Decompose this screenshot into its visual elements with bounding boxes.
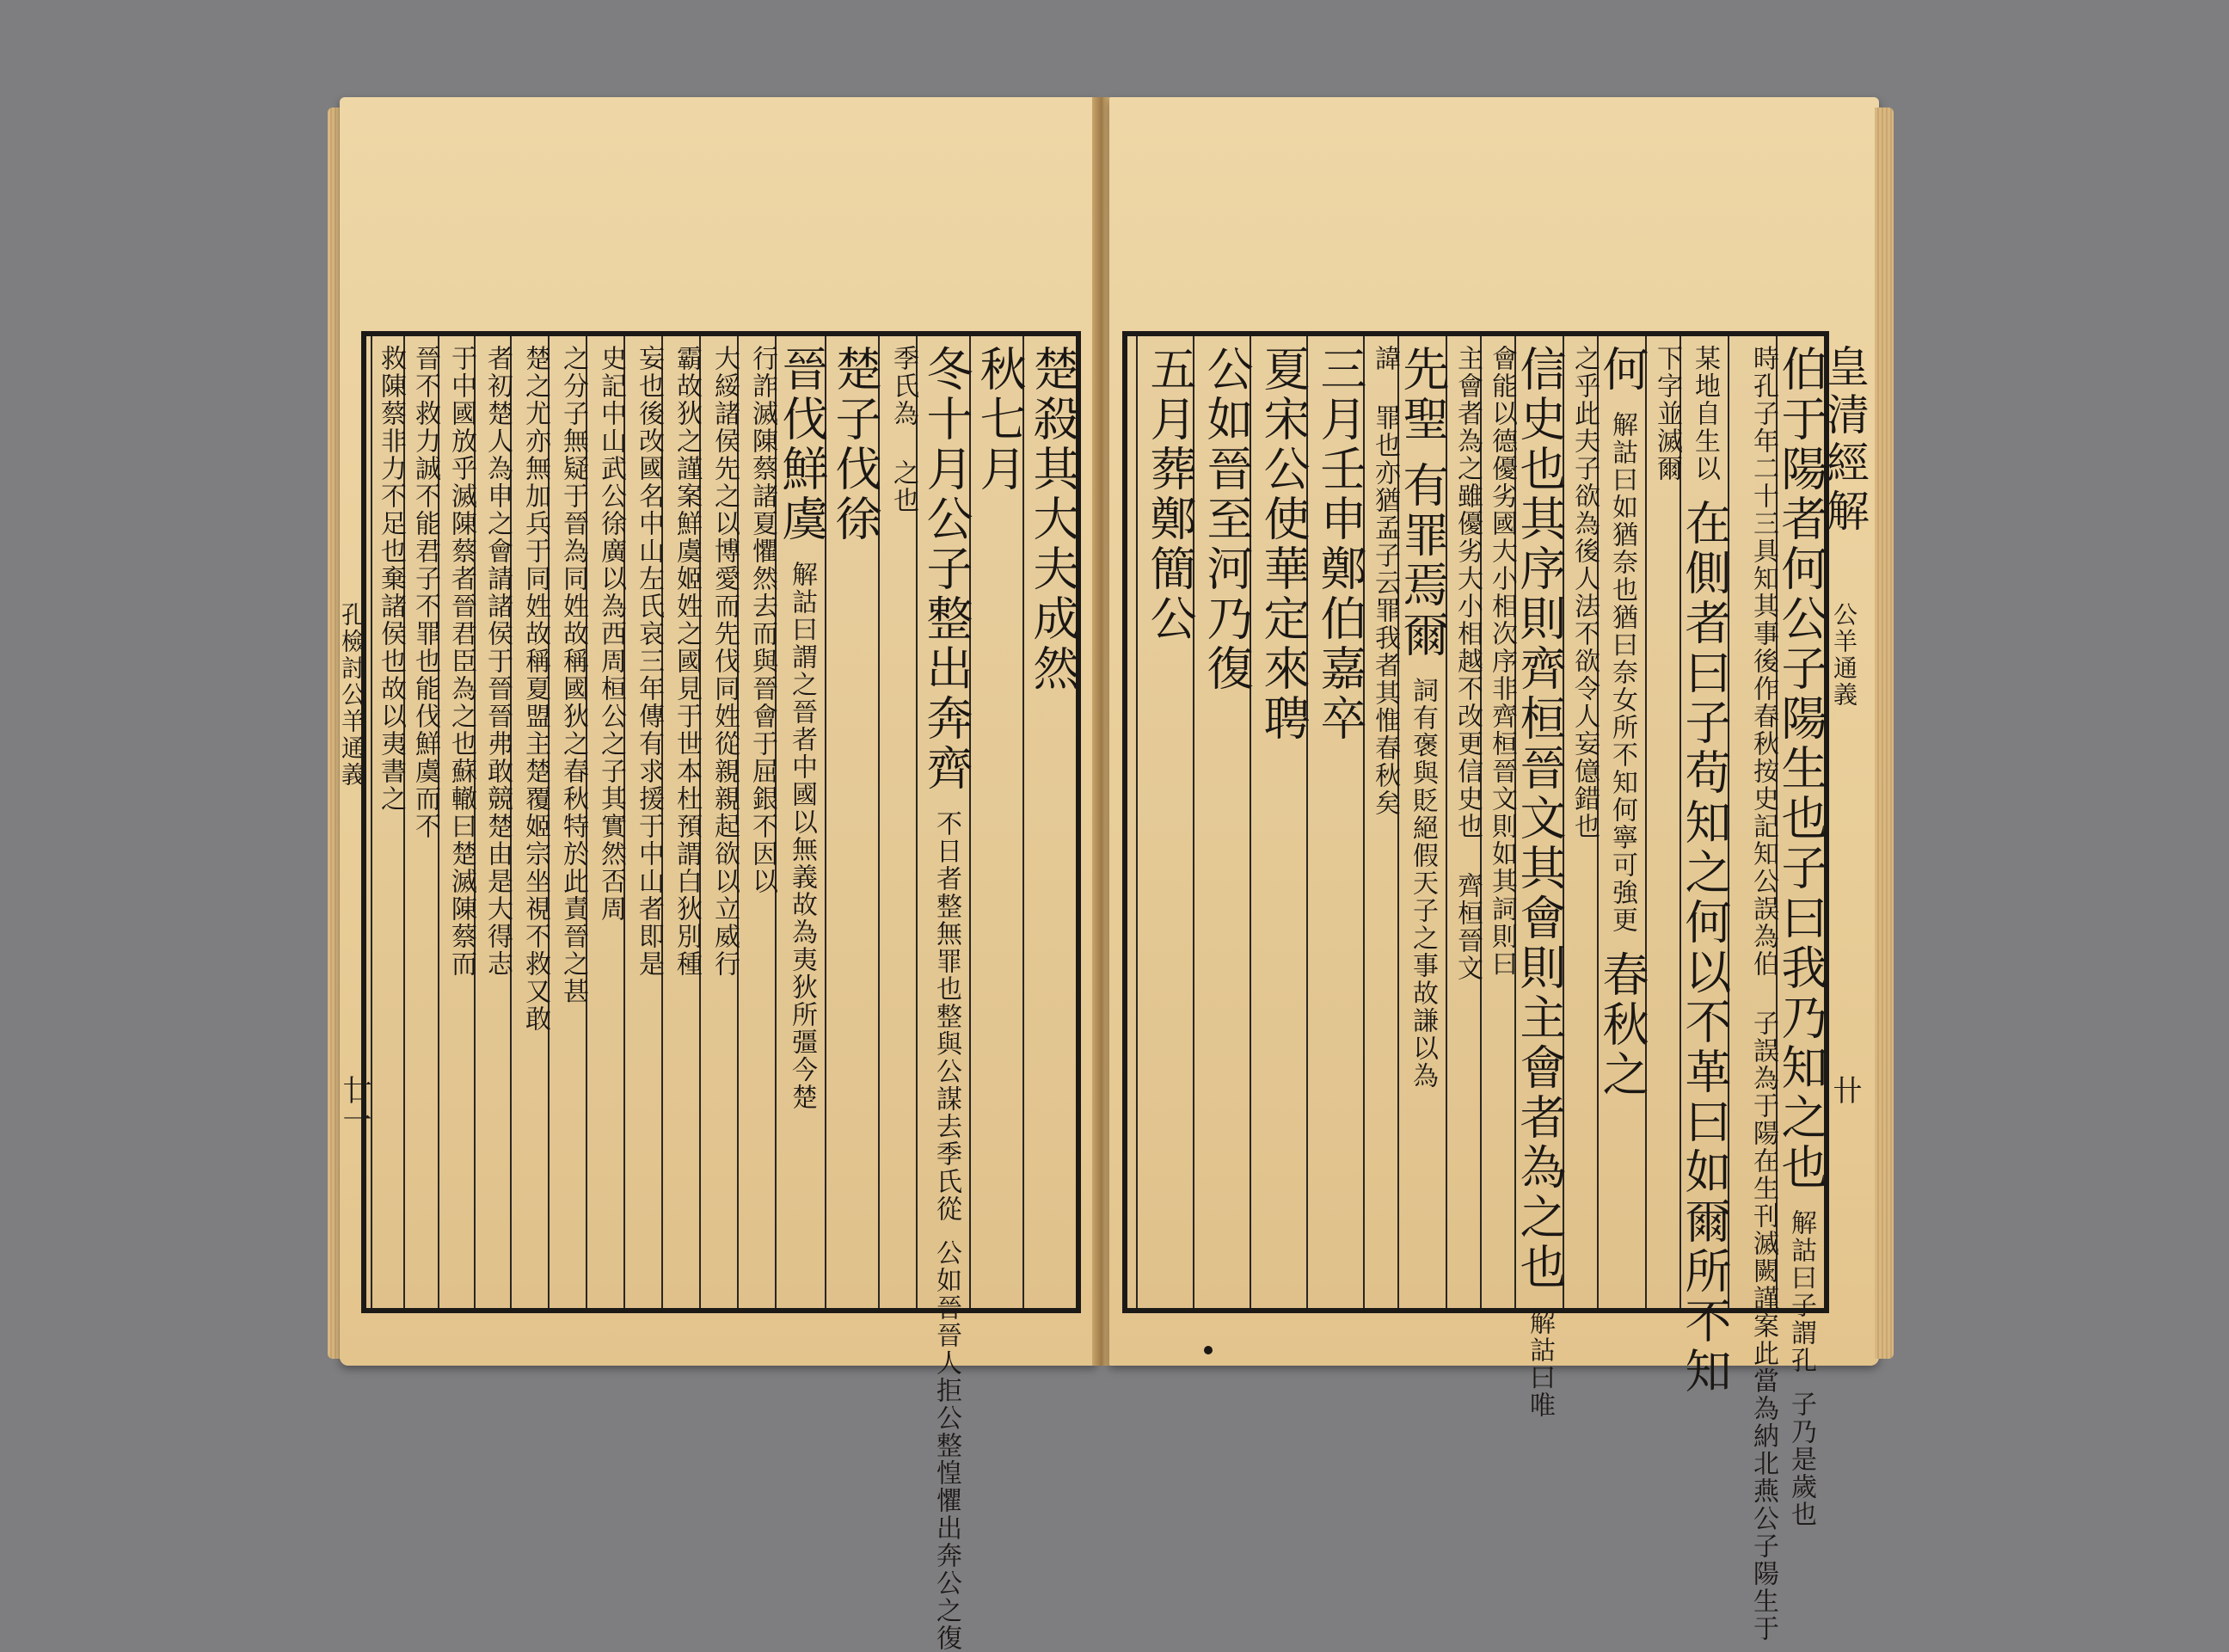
text-note: 諱 <box>1370 345 1400 372</box>
text-note: 之也 <box>888 459 918 514</box>
right-col-14 <box>1193 336 1254 1308</box>
text-note: 時孔子年二十三具知其事後作春秋按史記知公誤為伯 <box>1748 345 1778 978</box>
left-fold-label: 孔檢討公羊通義 <box>338 602 366 789</box>
text-note: 不日者整無罪也整與公謀去季氏從 <box>931 810 961 1223</box>
text-note: 公如晉晉人拒公整惶懼出奔公之復 <box>931 1239 961 1652</box>
left-col-17 <box>371 336 406 1308</box>
text-note: 解詁曰謂之晉者中國以無義故為夷狄所彊今楚 <box>787 561 817 1111</box>
right-page-header: 皇清經解 <box>1820 344 1870 537</box>
right-col-7 <box>1513 336 1567 1419</box>
text-note: 救陳蔡非力不足也棄諸侯也故以夷書之 <box>376 345 406 813</box>
text-main: 三月壬申鄭伯嘉卒 <box>1313 345 1367 744</box>
right-col-13 <box>1250 336 1311 1308</box>
right-fold-label: 公羊通義 <box>1830 602 1858 709</box>
text-main: 秋七月 <box>973 345 1027 494</box>
right-text-frame <box>1122 331 1829 1643</box>
text-note: 楚之尤亦無加兵于同姓故稱夏盟主楚覆姬宗坐視不救又敢 <box>520 345 550 1033</box>
text-note: 于中國放乎滅陳蔡者晉君臣為之也蘇轍曰楚滅陳蔡而 <box>446 345 476 978</box>
left-col-11 <box>586 336 626 1308</box>
text-main: 何 <box>1595 345 1649 395</box>
text-note: 解詁曰如猶奈也猶曰奈女所不知何寧可強更 <box>1607 411 1637 934</box>
text-note: 下字並滅爾 <box>1652 345 1682 482</box>
text-main: 晉伐鮮虞 <box>775 345 829 544</box>
left-col-14 <box>474 336 513 1308</box>
text-main: 信史也其序則齊桓晉文其會則主會者為之也 <box>1513 345 1567 1293</box>
text-main: 公如晉至河乃復 <box>1200 345 1254 694</box>
text-note: 解詁曰唯 <box>1525 1309 1555 1419</box>
left-col-16 <box>403 336 438 1308</box>
text-note: 史記中山武公徐廣以為西周桓公之子其實然否周 <box>596 345 626 923</box>
left-col-10 <box>623 336 664 1308</box>
right-col-10 <box>1396 336 1450 1308</box>
left-col-13 <box>510 336 548 1308</box>
left-col-5 <box>825 336 882 1308</box>
right-col-8 <box>1480 336 1517 1308</box>
right-col-12 <box>1306 336 1367 1308</box>
text-note: 子誤為于陽在生刊滅闕謹案此當為納北燕公子陽生于 <box>1748 1010 1778 1643</box>
text-main: 夏宋公使華定來聘 <box>1256 345 1311 744</box>
right-col-2 <box>1728 336 1778 1643</box>
text-note: 會能以德優劣國大小相次序非齊桓晉文則如其詞則曰 <box>1487 345 1517 978</box>
right-col-4 <box>1645 336 1682 1308</box>
text-main: 楚子伐徐 <box>828 345 882 544</box>
left-col-9 <box>661 336 702 1308</box>
text-note: 罪也亦猶孟子云罪我者其惟春秋矣 <box>1370 404 1400 817</box>
left-text-frame <box>361 331 1081 1652</box>
right-col-3 <box>1678 336 1732 1397</box>
text-note: 霸故狄之謹案鮮虞姬姓之國見于世本杜預謂白狄別種 <box>672 345 702 978</box>
text-main: 五月葬鄭簡公 <box>1143 345 1197 644</box>
text-note: 者初楚人為申之會請諸侯于晉晉弗敢競楚由是大得志 <box>482 345 513 978</box>
left-col-1 <box>1022 336 1080 1308</box>
text-note: 詞有褒與貶絕假天子之事故謙以為 <box>1408 677 1438 1090</box>
left-col-6 <box>775 336 829 1308</box>
left-col-2 <box>969 336 1027 1308</box>
text-note: 大綏諸侯先之以博愛而先伐同姓從親親起欲以立威行 <box>709 345 740 978</box>
left-col-15 <box>438 336 474 1308</box>
text-note: 主會者為之雖優劣大小相越不改更信史也 <box>1452 345 1483 840</box>
right-page-edge <box>1875 107 1894 1359</box>
right-col-5 <box>1595 336 1649 1308</box>
text-main: 冬十月公子整出奔齊 <box>919 345 973 794</box>
text-main: 先聖 <box>1396 345 1450 445</box>
right-col-1 <box>1774 336 1828 1528</box>
text-note: 季氏為 <box>888 345 918 427</box>
text-main: 楚殺其大夫成然 <box>1026 345 1080 694</box>
ink-dot <box>1204 1346 1213 1354</box>
text-note: 行詐滅陳蔡諸夏懼然去而與晉會于屈銀不因以 <box>747 345 777 895</box>
text-note: 之分子無疑于晉為同姓故稱國狄之春秋特於此責晉之甚 <box>558 345 588 1005</box>
text-note: 齊桓晉文 <box>1452 872 1483 982</box>
text-main: 春秋之 <box>1595 950 1649 1100</box>
text-note: 晉不救力誠不能君子不罪也能伐鮮虞而不 <box>410 345 440 840</box>
text-note: 妄也後改國名中山左氏哀三年傳有求援于中山者即是 <box>634 345 664 978</box>
text-main: 有罪焉爾 <box>1396 461 1450 660</box>
text-note: 之乎此夫子欲為後人法不欲令人妄億錯也 <box>1569 345 1600 840</box>
right-col-15 <box>1136 336 1197 1308</box>
left-col-4 <box>878 336 916 1308</box>
right-col-11 <box>1363 336 1400 1308</box>
left-col-7 <box>737 336 775 1308</box>
left-col-8 <box>699 336 740 1308</box>
right-col-6 <box>1563 336 1600 1308</box>
text-main: 伯于陽者何公子陽生也子曰我乃知之也 <box>1774 345 1828 1193</box>
left-folio: 廿一 <box>337 1075 372 1133</box>
text-note: 解詁曰子謂孔 <box>1786 1209 1816 1374</box>
left-col-3 <box>916 336 973 1652</box>
right-col-9 <box>1446 336 1483 1308</box>
left-col-12 <box>548 336 586 1308</box>
text-note: 某地自生以 <box>1690 345 1720 482</box>
text-main: 在側者曰子苟知之何以不革曰如爾所不知 <box>1678 499 1732 1397</box>
text-note: 子乃是歲也 <box>1786 1391 1816 1528</box>
right-folio: 卄 <box>1827 1075 1862 1104</box>
